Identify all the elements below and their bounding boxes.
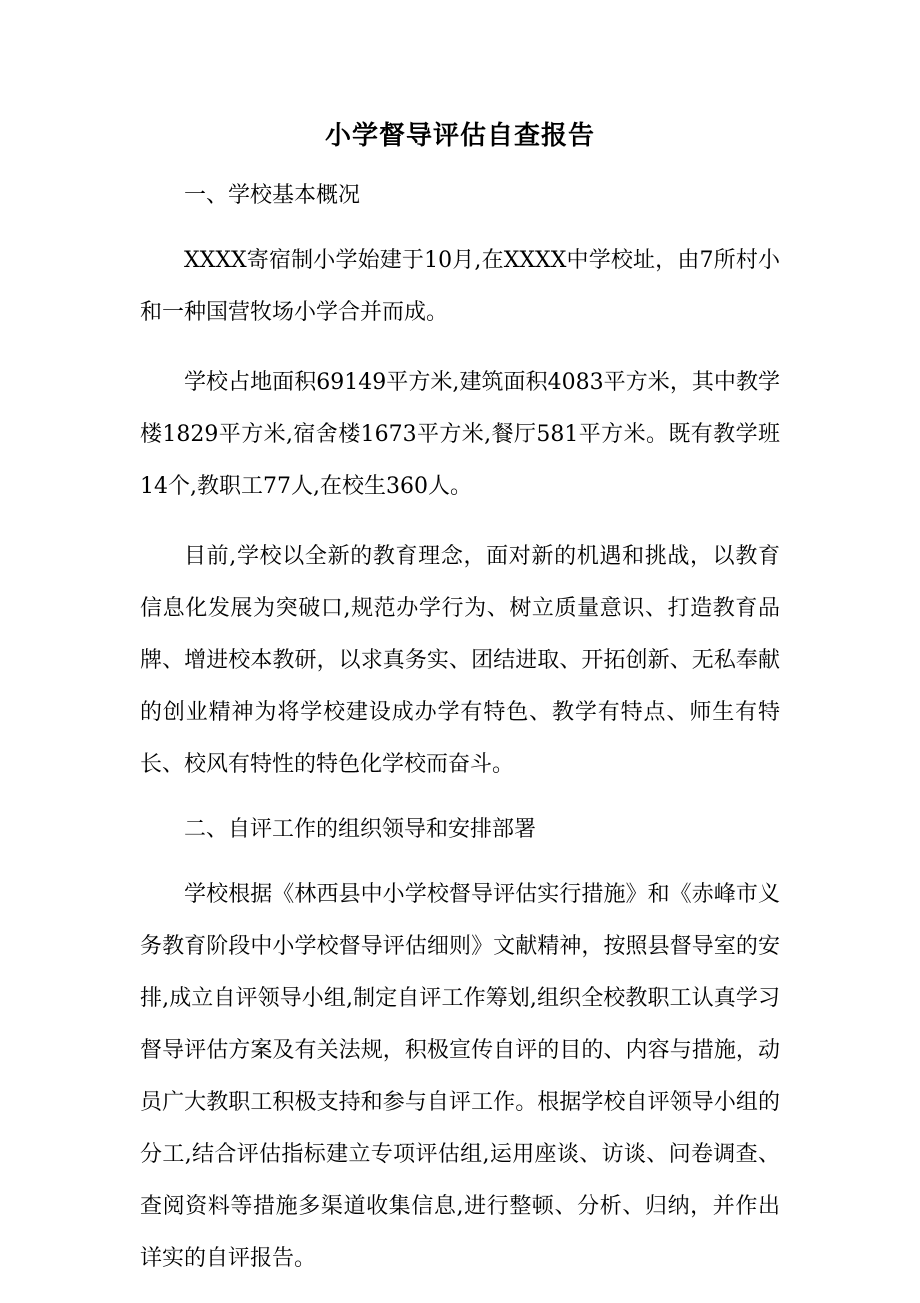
- section-heading-1: 一、学校基本概况: [184, 183, 361, 208]
- paragraph-founding: XXXX寄宿制小学始建于10月,在XXXX中学校址，由7所村小和一种国营牧场小学合并而成。: [140, 248, 780, 325]
- section-heading-2: 二、自评工作的组织领导和安排部署: [184, 817, 537, 842]
- paragraph-mission: 目前,学校以全新的教育理念，面对新的机遇和挑战，以教育信息化发展为突破口,规范办学行为、树立质量意识、打造教育品牌、增进校本教研，以求真务实、团结进取、开拓创新、无私奉献的创业精神为将学校建设成办学有特色、教学有特点、师生有特长、校风有特性的特色化学校而奋斗。: [140, 544, 780, 777]
- paragraph-self-evaluation: 学校根据《林西县中小学校督导评估实行措施》和《赤峰市义务教育阶段中小学校督导评估细则》文献精神，按照县督导室的安排,成立自评领导小组,制定自评工作筹划,组织全校教职工认真学习督导评估方案及有关法规，积极宣传自评的目的、内容与措施，动员广大教职工积极支持和参与自评工作。根据学校自评领导小组的分工,结合评估指标建立专项评估组,运用座谈、访谈、问卷调查、查阅资料等措施多渠道收集信息,进行整顿、分析、归纳，并作出详实的自评报告。: [140, 882, 780, 1271]
- paragraph-facilities: 学校占地面积69149平方米,建筑面积4083平方米，其中教学楼1829平方米,宿舍楼1673平方米,餐厅581平方米。既有教学班14个,教职工77人,在校生360人。: [140, 370, 780, 499]
- document-body: [140, 175, 780, 1303]
- document-title: 小学督导评估自查报告: [324, 121, 595, 151]
